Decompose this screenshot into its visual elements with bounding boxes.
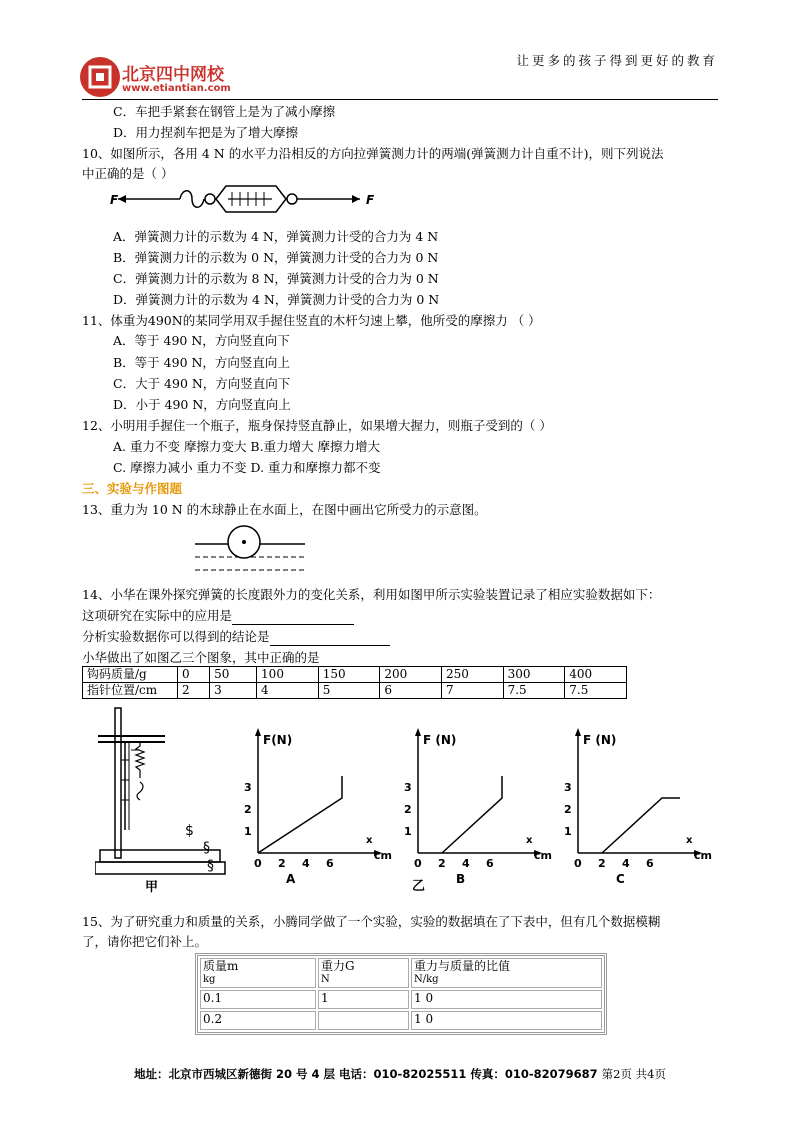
y-axis-arrow: [575, 728, 581, 736]
y-axis-label: F (N): [583, 733, 617, 747]
graph-c: [564, 728, 712, 886]
table-cell: 0.2: [200, 1011, 316, 1030]
x-tick-label: 0: [574, 857, 582, 870]
graph-line: [258, 776, 342, 853]
q14-application-label: 这项研究在实际中的应用是: [82, 608, 233, 623]
q14-graph-blank[interactable]: [320, 653, 466, 667]
x-tick-label: 4: [622, 857, 630, 870]
header-unit: N: [321, 974, 330, 985]
table-cell: 指针位置/cm: [83, 683, 178, 699]
graph-label: B: [456, 872, 466, 886]
footer-address: 地址：北京市西城区新德街 20 号 4 层 电话：010-82025511 传真：010-82079687: [134, 1067, 598, 1081]
x-tick-label: 2: [598, 857, 606, 870]
table-row: [83, 667, 627, 683]
x-tick-label: 0: [414, 857, 422, 870]
page-footer: [0, 1066, 800, 1082]
y-tick-label: 1: [564, 825, 572, 838]
q15-stem-1: 15、为了研究重力和质量的关系，小腾同学做了一个实验，实验的数据填在了下表中，但有几个数据模糊: [82, 914, 661, 929]
force-right-label: F: [366, 193, 375, 207]
y-tick-label: 1: [404, 825, 412, 838]
table-header-cell: [200, 958, 316, 988]
q11-option-d: D．小于 490 N，方向竖直向上: [113, 397, 291, 412]
table-cell: 100: [257, 667, 319, 683]
q10-option-d: D．弹簧测力计的示数为 4 N，弹簧测力计受的合力为 0 N: [113, 292, 440, 307]
table-header-cell: [411, 958, 602, 988]
x-tick-label: 4: [462, 857, 470, 870]
q14-application-blank[interactable]: [232, 611, 354, 625]
x-axis-unit: cm: [694, 849, 712, 862]
x-tick-label: 6: [486, 857, 494, 870]
q14-conclusion-line: [82, 628, 390, 646]
table-cell: 3: [210, 683, 257, 699]
y-tick-label: 2: [564, 803, 572, 816]
y-axis-arrow: [415, 728, 421, 736]
q12-options-2: C. 摩擦力减小 重力不变 D. 重力和摩擦力都不变: [113, 460, 381, 475]
y-tick-label: 3: [404, 781, 412, 794]
y-tick-label: 3: [244, 781, 252, 794]
table-cell: 1 0: [411, 990, 602, 1009]
header-rule: [82, 99, 718, 100]
q10-stem-1: 10、如图所示，各用 4 N 的水平力沿相反的方向拉弹簧测力计的两端(弹簧测力计自重不计)，则下列说法: [82, 146, 664, 161]
floating-ball-figure: [195, 522, 305, 574]
header-unit: kg: [203, 974, 216, 985]
q10-option-a: A．弹簧测力计的示数为 4 N，弹簧测力计受的合力为 4 N: [113, 229, 439, 244]
q14-conclusion-blank[interactable]: [270, 632, 390, 646]
q12-options-1: A. 重力不变 摩擦力变大 B.重力增大 摩擦力增大: [113, 439, 381, 454]
x-tick-label: 6: [646, 857, 654, 870]
table-row: [200, 958, 602, 988]
x-axis-label: x: [526, 835, 533, 846]
table-cell: 1: [318, 990, 409, 1009]
header-name: 重力G: [321, 959, 355, 973]
q14-graph-label: 小华做出了如图乙三个图象，其中正确的是: [82, 650, 320, 665]
weight-mark: §: [203, 840, 210, 856]
y-axis-arrow: [255, 728, 261, 736]
logo-url: www.etiantian.com: [122, 83, 231, 94]
x-tick-label: 2: [278, 857, 286, 870]
header-slogan: 让更多的孩子得到更好的教育: [516, 53, 718, 68]
q11-stem: 11、体重为490N的某同学用双手握住竖直的木杆匀速上攀，他所受的摩擦力 （ ）: [82, 313, 541, 328]
table-row: [83, 683, 627, 699]
table-cell: 7.5: [503, 683, 565, 699]
table-header-cell: [318, 958, 409, 988]
q14-stem: 14、小华在课外探究弹簧的长度跟外力的变化关系，利用如图甲所示实验装置记录了相应实验数据如下：: [82, 587, 661, 602]
q13-stem: 13、重力为 10 N 的木球静止在水面上，在图中画出它所受力的示意图。: [82, 502, 487, 517]
section-title: 三、实验与作图题: [82, 481, 183, 496]
y-axis-label: F (N): [423, 733, 457, 747]
q11-option-a: A．等于 490 N，方向竖直向下: [113, 333, 290, 348]
q14-data-table: [82, 666, 627, 699]
q10-stem-2: 中正确的是（ ）: [82, 166, 174, 181]
x-axis-unit: cm: [534, 849, 552, 862]
graph-label: C: [616, 872, 625, 886]
table-cell: 7: [441, 683, 503, 699]
q14-conclusion-label: 分析实验数据你可以得到的结论是: [82, 629, 270, 644]
weight-mark: §: [207, 858, 214, 874]
graph-a: [244, 728, 392, 886]
q9-option-d: D．用力捏刹车把是为了增大摩擦: [113, 125, 299, 140]
table-cell: 4: [257, 683, 319, 699]
table-cell: 1 0: [411, 1011, 602, 1030]
q12-stem: 12、小明用手握住一个瓶子，瓶身保持竖直静止，如果增大握力，则瓶子受到的（ ）: [82, 418, 552, 433]
table-cell: 6: [380, 683, 442, 699]
x-tick-label: 2: [438, 857, 446, 870]
q10-option-c: C．弹簧测力计的示数为 8 N，弹簧测力计受的合力为 0 N: [113, 271, 439, 286]
table-row: [200, 1011, 602, 1030]
table-cell: 5: [318, 683, 380, 699]
header-name: 质量m: [203, 959, 239, 973]
q11-option-c: C．大于 490 N，方向竖直向下: [113, 376, 291, 391]
table-cell: 250: [441, 667, 503, 683]
table-row: [200, 990, 602, 1009]
q14-application-line: [82, 607, 354, 625]
header-name: 重力与质量的比值: [414, 959, 511, 973]
x-axis-unit: cm: [374, 849, 392, 862]
y-tick-label: 3: [564, 781, 572, 794]
header-unit: N/kg: [414, 974, 439, 985]
x-axis-label: x: [686, 835, 693, 846]
table-cell[interactable]: [318, 1011, 409, 1030]
x-tick-label: 0: [254, 857, 262, 870]
table-cell: 0.1: [200, 990, 316, 1009]
table-cell: 7.5: [565, 683, 627, 699]
table-cell: 400: [565, 667, 627, 683]
q9-option-c: C．车把手紧套在钢管上是为了减小摩擦: [113, 104, 336, 119]
weight-mark: $: [185, 823, 194, 839]
graph-label: A: [286, 872, 296, 886]
x-axis-label: x: [366, 835, 373, 846]
q11-option-b: B．等于 490 N，方向竖直向上: [113, 355, 290, 370]
table-cell: 2: [178, 683, 210, 699]
graph-line: [442, 776, 502, 853]
spring-scale-figure: [110, 180, 380, 218]
logo-name: 北京四中网校: [122, 65, 224, 85]
fig-label-jia: 甲: [145, 880, 159, 895]
y-tick-label: 1: [244, 825, 252, 838]
fig-label-yi: 乙: [412, 879, 426, 894]
table-cell: 50: [210, 667, 257, 683]
q10-option-b: B．弹簧测力计的示数为 0 N，弹簧测力计受的合力为 0 N: [113, 250, 439, 265]
x-tick-label: 6: [326, 857, 334, 870]
table-cell: 钩码质量/g: [83, 667, 178, 683]
graph-line: [602, 798, 680, 853]
footer-page: 第2页 共4页: [601, 1067, 666, 1081]
table-cell: 0: [178, 667, 210, 683]
y-tick-label: 2: [404, 803, 412, 816]
table-cell: 300: [503, 667, 565, 683]
graph-b: [404, 728, 552, 886]
q14-graphs: [240, 720, 720, 895]
force-left-label: F: [110, 193, 119, 207]
x-tick-label: 4: [302, 857, 310, 870]
q14-graph-line: [82, 649, 466, 667]
q15-table: [195, 953, 607, 1035]
y-tick-label: 2: [244, 803, 252, 816]
table-cell: 200: [380, 667, 442, 683]
y-axis-label: F(N): [263, 733, 293, 747]
q15-stem-2: 了，请你把它们补上。: [82, 934, 208, 949]
logo-emblem: [80, 57, 120, 97]
spring-apparatus-figure: [95, 700, 235, 895]
table-cell: 150: [318, 667, 380, 683]
